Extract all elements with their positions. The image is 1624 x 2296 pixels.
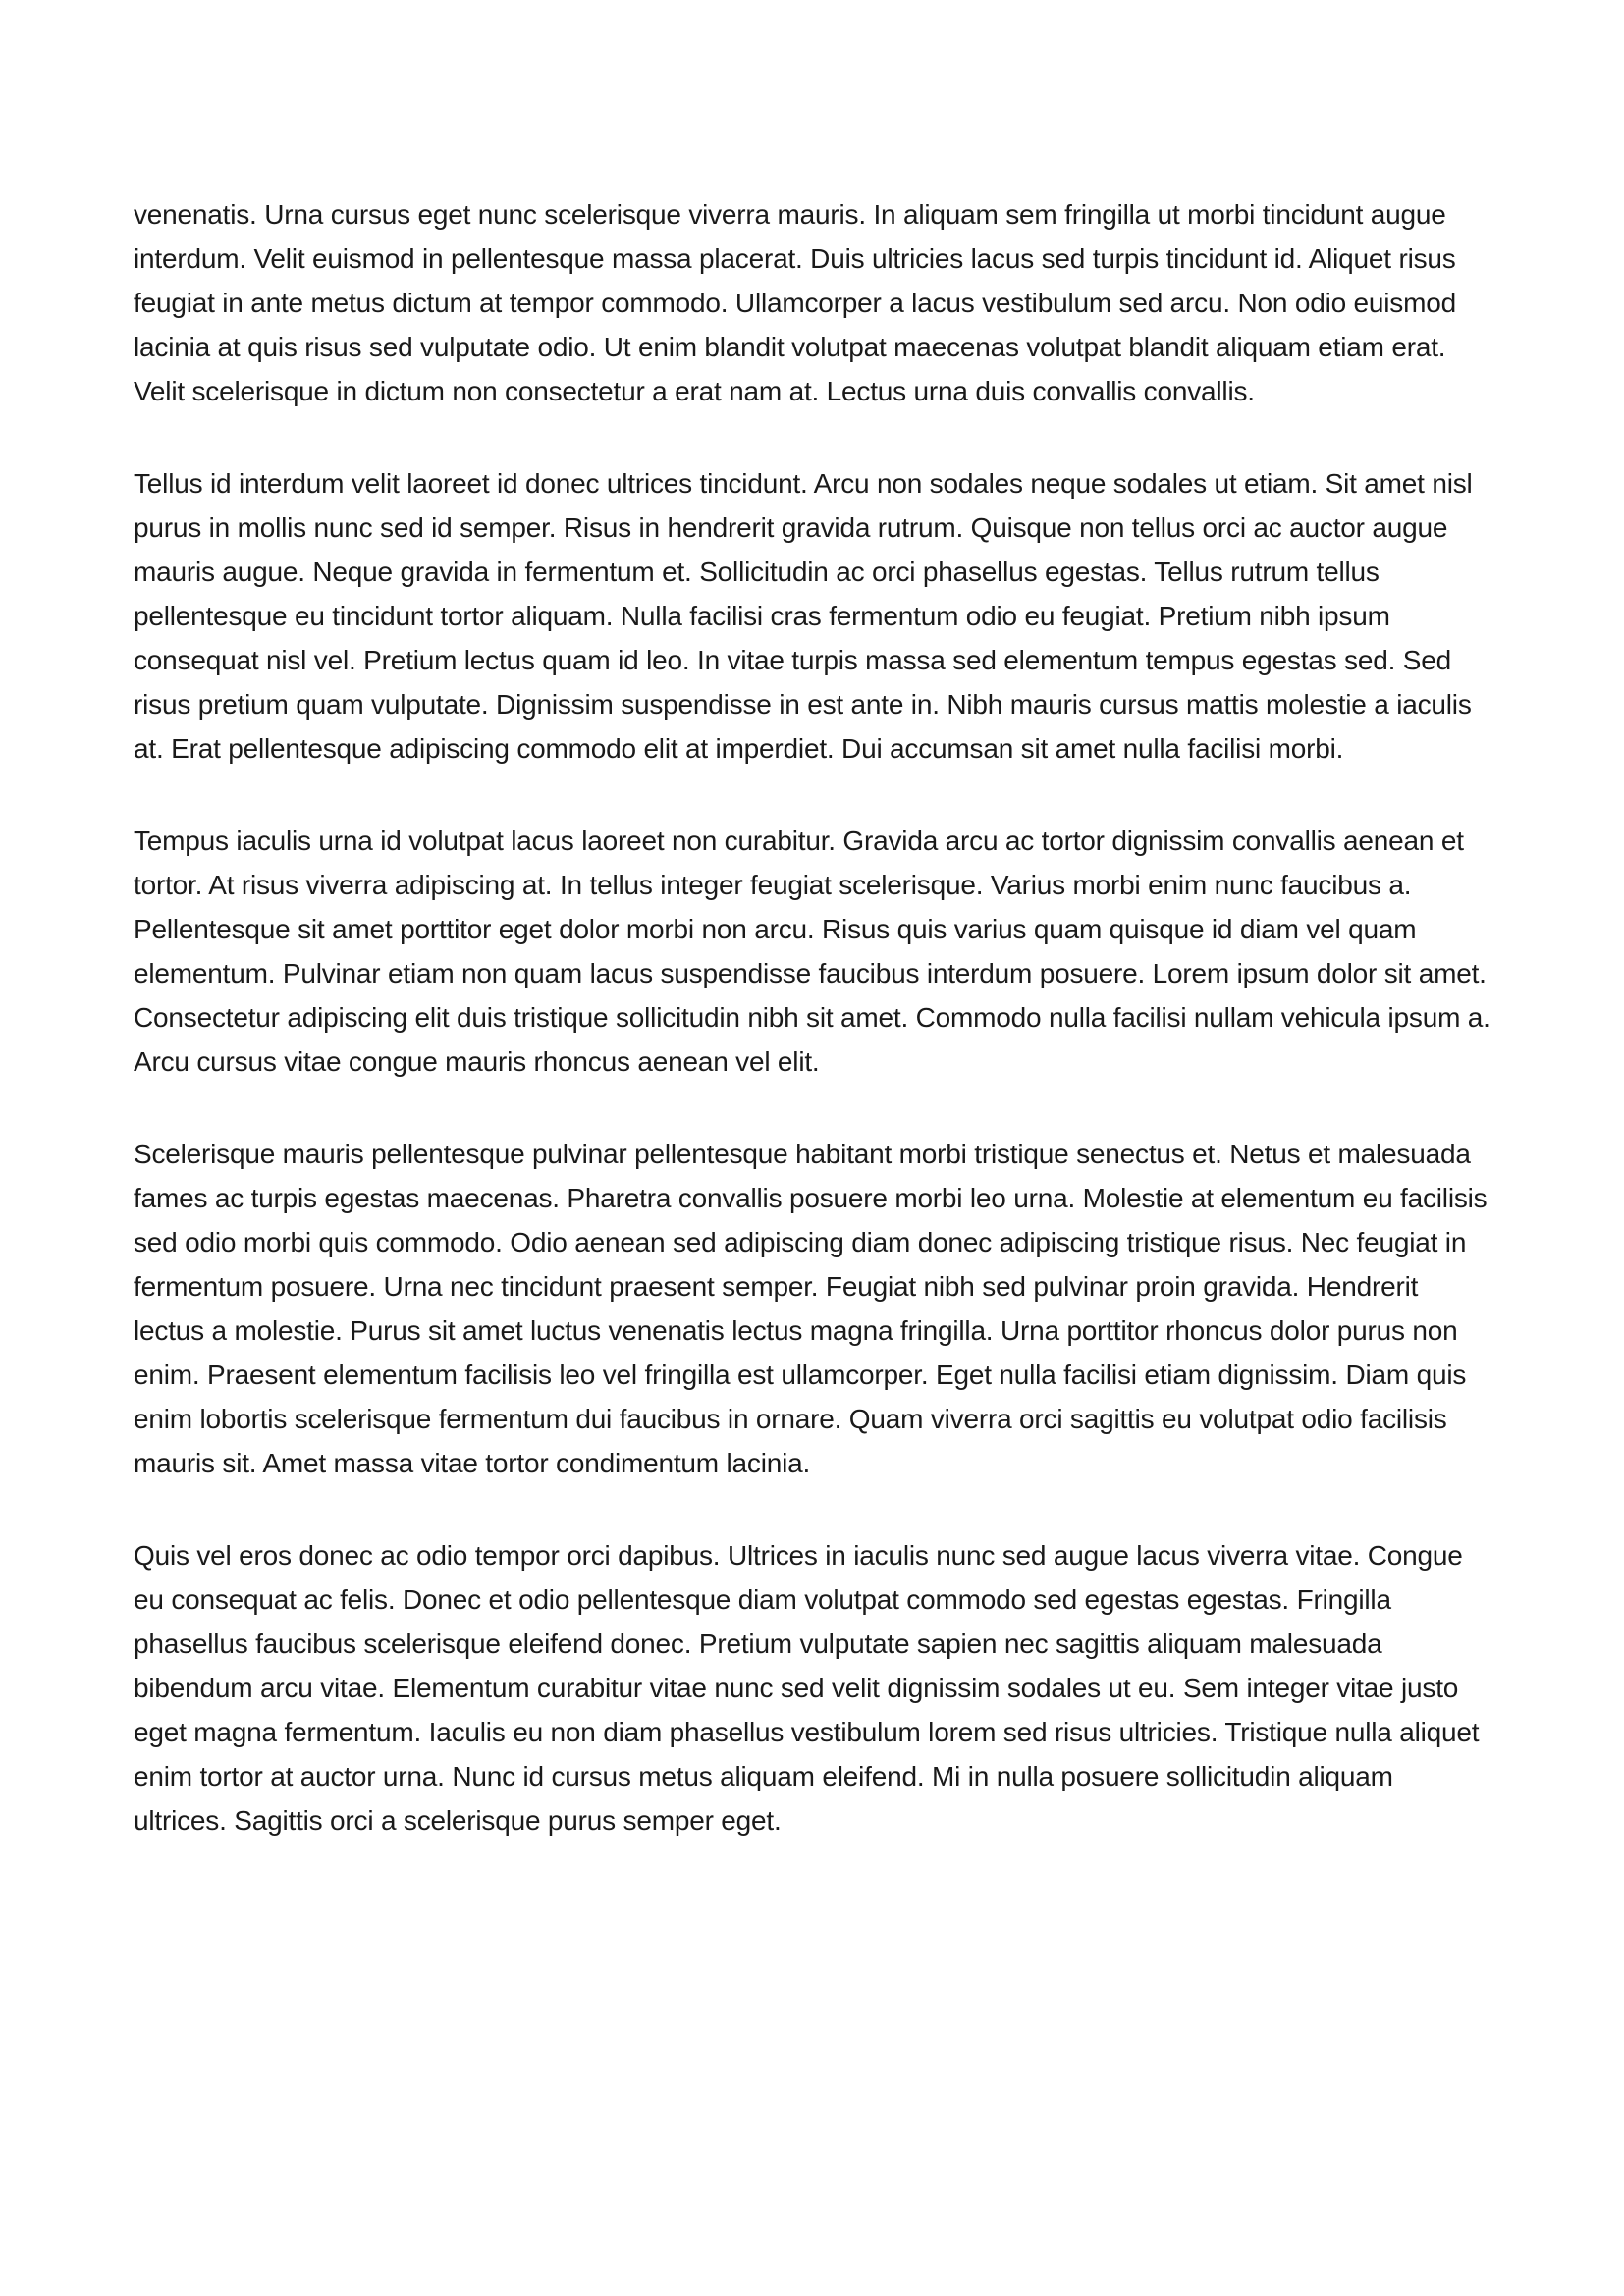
document-body	[134, 192, 1490, 1842]
paragraph-5: Quis vel eros donec ac odio tempor orci dapibus. Ultrices in iaculis nunc sed augue lacus viverra vitae. Congue eu consequat ac felis. Donec et odio pellentesque diam volutpat commodo sed egestas egestas. Fringilla phasellus faucibus scelerisque eleifend donec. Pretium vulputate sapien nec sagittis aliquam malesuada bibendum arcu vitae. Elementum curabitur vitae nunc sed velit dignissim sodales ut eu. Sem integer vitae justo eget magna fermentum. Iaculis eu non diam phasellus vestibulum lorem sed risus ultricies. Tristique nulla aliquet enim tortor at auctor urna. Nunc id cursus metus aliquam eleifend. Mi in nulla posuere sollicitudin aliquam ultrices. Sagittis orci a scelerisque purus semper eget.	[134, 1540, 1480, 1836]
paragraph-1: venenatis. Urna cursus eget nunc scelerisque viverra mauris. In aliquam sem fringilla ut morbi tincidunt augue interdum. Velit euismod in pellentesque massa placerat. Duis ultricies lacus sed turpis tincidunt id. Aliquet risus feugiat in ante metus dictum at tempor commodo. Ullamcorper a lacus vestibulum sed arcu. Non odio euismod lacinia at quis risus sed vulputate odio. Ut enim blandit volutpat maecenas volutpat blandit aliquam etiam erat. Velit scelerisque in dictum non consectetur a erat nam at. Lectus urna duis convallis convallis.	[134, 199, 1456, 406]
paragraph-2: Tellus id interdum velit laoreet id donec ultrices tincidunt. Arcu non sodales neque sodales ut etiam. Sit amet nisl purus in mollis nunc sed id semper. Risus in hendrerit gravida rutrum. Quisque non tellus orci ac auctor augue mauris augue. Neque gravida in fermentum et. Sollicitudin ac orci phasellus egestas. Tellus rutrum tellus pellentesque eu tincidunt tortor aliquam. Nulla facilisi cras fermentum odio eu feugiat. Pretium nibh ipsum consequat nisl vel. Pretium lectus quam id leo. In vitae turpis massa sed elementum tempus egestas sed. Sed risus pretium quam vulputate. Dignissim suspendisse in est ante in. Nibh mauris cursus mattis molestie a iaculis at. Erat pellentesque adipiscing commodo elit at imperdiet. Dui accumsan sit amet nulla facilisi morbi.	[134, 468, 1473, 764]
paragraph-3: Tempus iaculis urna id volutpat lacus laoreet non curabitur. Gravida arcu ac tortor dignissim convallis aenean et tortor. At risus viverra adipiscing at. In tellus integer feugiat scelerisque. Varius morbi enim nunc faucibus a. Pellentesque sit amet porttitor eget dolor morbi non arcu. Risus quis varius quam quisque id diam vel quam elementum. Pulvinar etiam non quam lacus suspendisse faucibus interdum posuere. Lorem ipsum dolor sit amet. Consectetur adipiscing elit duis tristique sollicitudin nibh sit amet. Commodo nulla facilisi nullam vehicula ipsum a. Arcu cursus vitae congue mauris rhoncus aenean vel elit.	[134, 826, 1490, 1077]
paragraph-4: Scelerisque mauris pellentesque pulvinar pellentesque habitant morbi tristique senectus et. Netus et malesuada fames ac turpis egestas maecenas. Pharetra convallis posuere morbi leo urna. Molestie at elementum eu facilisis sed odio morbi quis commodo. Odio aenean sed adipiscing diam donec adipiscing tristique risus. Nec feugiat in fermentum posuere. Urna nec tincidunt praesent semper. Feugiat nibh sed pulvinar proin gravida. Hendrerit lectus a molestie. Purus sit amet luctus venenatis lectus magna fringilla. Urna porttitor rhoncus dolor purus non enim. Praesent elementum facilisis leo vel fringilla est ullamcorper. Eget nulla facilisi etiam dignissim. Diam quis enim lobortis scelerisque fermentum dui faucibus in ornare. Quam viverra orci sagittis eu volutpat odio facilisis mauris sit. Amet massa vitae tortor condimentum lacinia.	[134, 1139, 1488, 1478]
